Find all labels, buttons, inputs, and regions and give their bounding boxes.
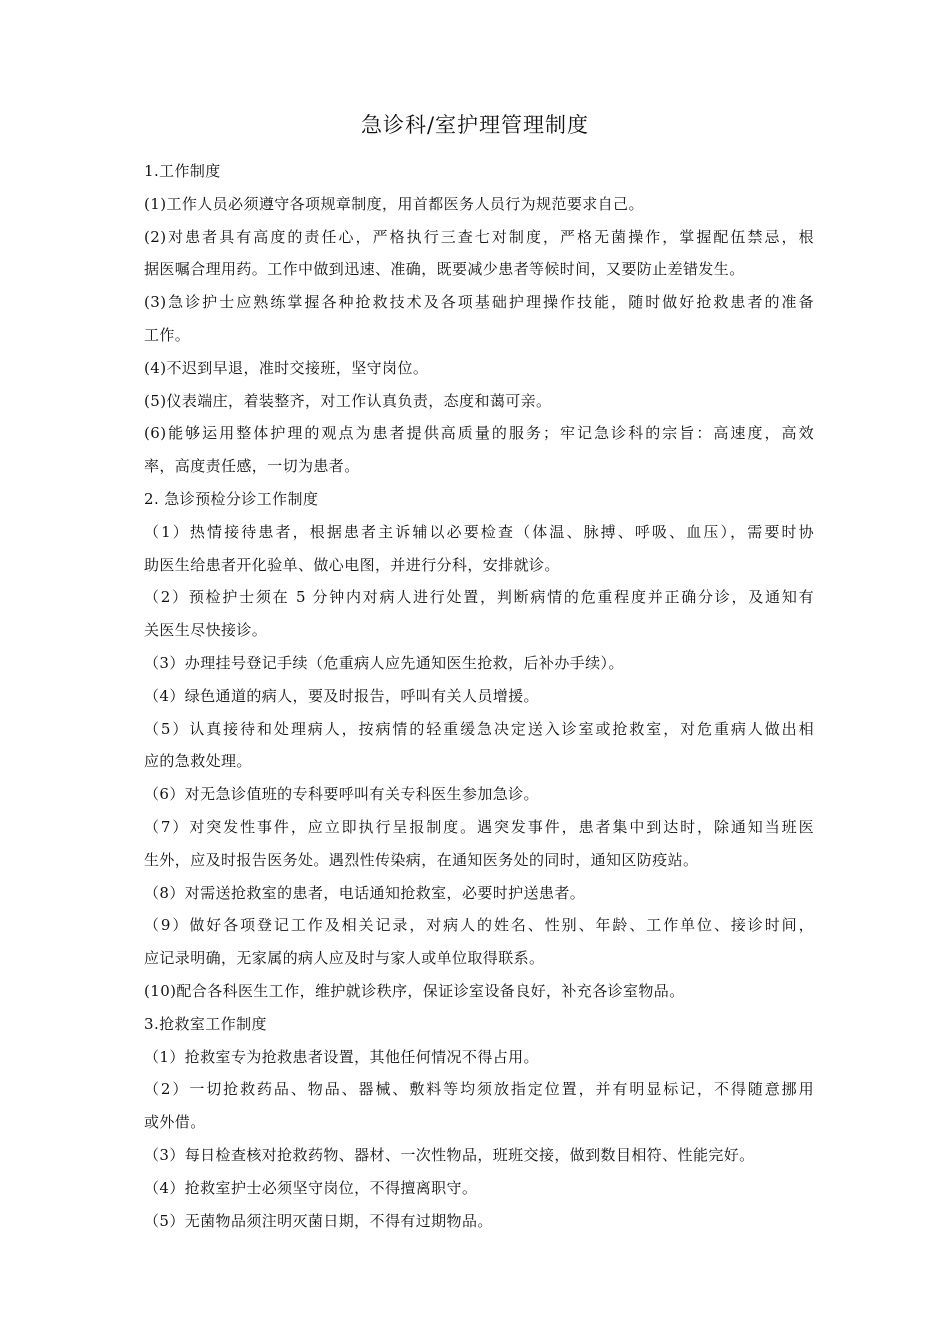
text-line: (1)工作人员必须遵守各项规章制度，用首都医务人员行为规范要求自己。 [144, 194, 644, 213]
text-line: （7）对突发性事件，应立即执行呈报制度。遇突发事件，患者集中到达时，除通知当班医 [144, 817, 814, 836]
text-line: (10)配合各科医生工作，维护就诊秩序，保证诊室设备良好，补充各诊室物品。 [144, 981, 685, 1000]
text-line: 3.抢救室工作制度 [144, 1014, 267, 1033]
text-line: (4)不迟到早退，准时交接班，坚守岗位。 [144, 358, 429, 377]
text-line: （2）一切抢救药品、物品、器械、敷料等均须放指定位置，并有明显标记，不得随意挪用 [144, 1080, 814, 1099]
text-line: （1）抢救室专为抢救患者设置，其他任何情况不得占用。 [144, 1047, 539, 1066]
text-line: 应记录明确，无家属的病人应及时与家人或单位取得联系。 [144, 949, 545, 968]
document-body [144, 155, 814, 1237]
text-line: （5）无菌物品须注明灭菌日期，不得有过期物品。 [144, 1211, 493, 1230]
text-line: （9）做好各项登记工作及相关记录，对病人的姓名、性别、年龄、工作单位、接诊时间， [144, 916, 814, 935]
text-line: 或外借。 [144, 1113, 206, 1132]
text-line: （3）办理挂号登记手续（危重病人应先通知医生抢救，后补办手续）。 [144, 653, 624, 672]
text-line: （4）抢救室护士必须坚守岗位，不得擅离职守。 [144, 1178, 478, 1197]
text-line: 据医嘱合理用药。工作中做到迅速、准确，既要减少患者等候时间，又要防止差错发生。 [144, 260, 745, 279]
text-line: （8）对需送抢救室的患者，电话通知抢救室，必要时护送患者。 [144, 883, 586, 902]
text-line: 应的急救处理。 [144, 752, 252, 771]
text-line: 关医生尽快接诊。 [144, 621, 268, 640]
text-line: （1）热情接待患者，根据患者主诉辅以必要检查（体温、脉搏、呼吸、血压），需要时协 [144, 522, 814, 541]
text-line: (5)仪表端庄，着装整齐，对工作认真负责，态度和蔼可亲。 [144, 391, 552, 410]
text-line: (3)急诊护士应熟练掌握各种抢救技术及各项基础护理操作技能，随时做好抢救患者的准备 [144, 293, 814, 312]
text-line: 生外，应及时报告医务处。遇烈性传染病，在通知医务处的同时，通知区防疫站。 [144, 850, 699, 869]
text-line: (2)对患者具有高度的责任心，严格执行三查七对制度，严格无菌操作，掌握配伍禁忌，根 [144, 227, 814, 246]
text-line: 1.工作制度 [144, 162, 221, 180]
text-line: （4）绿色通道的病人，要及时报告，呼叫有关人员增援。 [144, 686, 539, 705]
text-line: 率，高度责任感，一切为患者。 [144, 457, 360, 476]
text-line: 2. 急诊预检分诊工作制度 [144, 489, 319, 508]
text-line: （3）每日检查核对抢救药物、器材、一次性物品，班班交接，做到数目相符、性能完好。 [144, 1145, 755, 1164]
text-line: （5）认真接待和处理病人，按病情的轻重缓急决定送入诊室或抢救室，对危重病人做出相 [144, 719, 814, 738]
text-line: (6)能够运用整体护理的观点为患者提供高质量的服务；牢记急诊科的宗旨：高速度，高效 [144, 424, 814, 443]
text-line: （6）对无急诊值班的专科要呼叫有关专科医生参加急诊。 [144, 785, 539, 804]
text-line: 工作。 [144, 325, 191, 344]
document-title: 急诊科/室护理管理制度 [360, 113, 590, 137]
text-line: 助医生给患者开化验单、做心电图，并进行分科，安排就诊。 [144, 555, 560, 574]
text-line: （2）预检护士须在 5 分钟内对病人进行处置，判断病情的危重程度并正确分诊，及通知有 [144, 588, 814, 607]
